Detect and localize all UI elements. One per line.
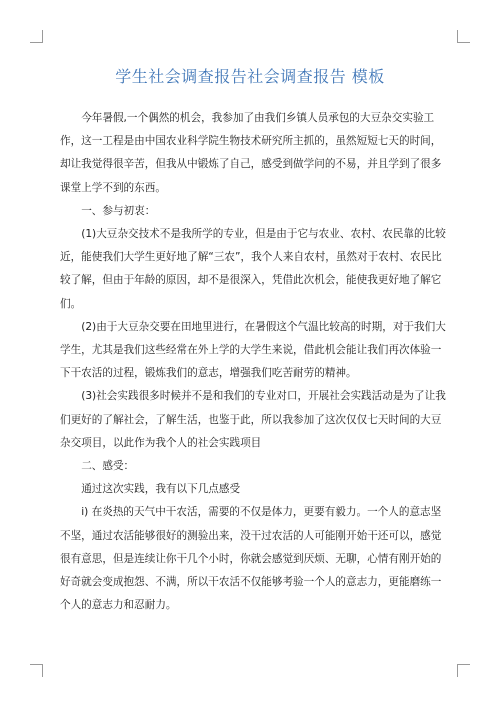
paragraph-motivation-1: (1)大豆杂交技术不是我所学的专业，但是由于它与农业、农村、农民靠的比较近，能使我们大学生更好地了解“三农”，我个人来自农村，虽然对于农村、农民比较了解，但由于年龄的原因，却不是很深入，凭借此次机会，能使我更好地了解它们。 — [60, 228, 446, 310]
document-body — [60, 107, 448, 617]
section-heading-motivation: 一、参与初衷： — [81, 204, 156, 217]
document-title: 学生社会调查报告社会调查报告 模板 — [115, 67, 385, 86]
section-heading-feelings: 二、感受： — [81, 460, 135, 473]
paragraph-intro: 今年暑假,一个偶然的机会，我参加了由我们乡镇人员承包的大豆杂交实验工作，这一工程是由中国农业科学院生物技术研究所主抓的，虽然短短七天的时间，却让我觉得很辛苦，但我从中锻炼了自己，感受到做学问的不易，并且学到了很多课堂上学不到的东西。 — [60, 112, 442, 194]
crop-mark-top-left — [30, 30, 43, 43]
paragraph-feelings-intro: 通过这次实践，我有以下几点感受 — [81, 483, 241, 496]
crop-mark-top-right — [457, 30, 470, 43]
paragraph-motivation-3: (3)社会实践很多时候并不是和我们的专业对口，开展社会实践活动是为了让我们更好的了解社会，了解生活，也鉴于此，所以我参加了这次仅仅七天时间的大豆杂交项目，以此作为我个人的社会实践项目 — [60, 390, 446, 449]
paragraph-motivation-2: (2)由于大豆杂交要在田地里进行，在暑假这个气温比较高的时期，对于我们大学生，尤其是我们这些经常在外上学的大学生来说，借此机会能让我们再次体验一下干农活的过程，锻炼我们的意志，增强我们吃苦耐劳的精神。 — [60, 320, 446, 380]
paragraph-feeling-1: i) 在炎热的天气中干农活，需要的不仅是体力，更要有毅力。一个人的意志坚不坚，通过农活能够很好的测验出来，没干过农活的人可能刚开始干还可以，感觉很有意思，但是连续让你干几个小时，你就会感觉到厌烦、无聊，心情有刚开始的好奇就会变成抱怨、不满，所以干农活不仅能够考验一个人的意志力，更能磨练一个人的意志力和忍耐力。 — [60, 506, 442, 612]
crop-mark-bottom-left — [30, 664, 43, 677]
crop-mark-bottom-right — [457, 664, 470, 677]
